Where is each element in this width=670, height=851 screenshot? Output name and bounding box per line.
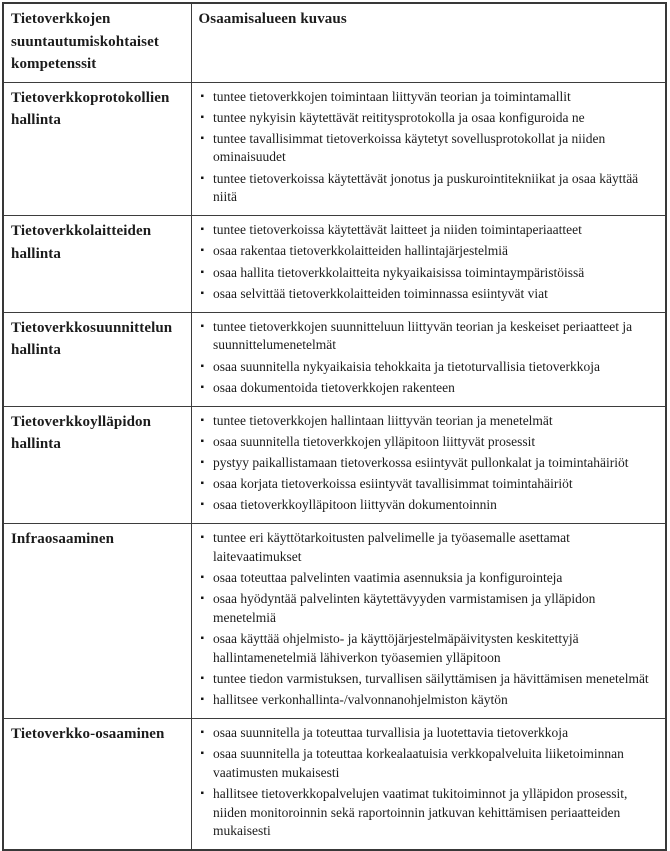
square-bullet-icon: ▪ <box>200 693 205 705</box>
description-item-text: osaa dokumentoida tietoverkkojen rakenteen <box>213 379 455 395</box>
table-header <box>3 3 666 82</box>
description-item <box>201 529 658 566</box>
competence-description <box>191 312 666 406</box>
description-item-text: osaa rakentaa tietoverkkolaitteiden hallintajärjestelmiä <box>213 243 509 259</box>
description-list <box>201 412 658 515</box>
description-item <box>201 379 658 398</box>
description-item <box>201 691 658 710</box>
description-item <box>201 785 658 841</box>
square-bullet-icon: ▪ <box>200 633 205 644</box>
square-bullet-icon: ▪ <box>200 111 205 123</box>
table-row <box>3 406 666 524</box>
description-item-text: osaa hyödyntää palvelinten käytettävyyden varmistamisen ja ylläpidon menetelmiä <box>213 591 596 625</box>
square-bullet-icon: ▪ <box>200 499 205 511</box>
description-item-text: osaa suunnitella ja toteuttaa turvallisia ja luotettavia tietoverkkoja <box>213 725 569 740</box>
description-item <box>201 318 658 355</box>
competence-name: Tietoverkkolaitteiden hallinta <box>3 216 191 313</box>
competence-description <box>191 719 666 851</box>
description-item-text: hallitsee verkonhallinta-/valvonnanohjelmiston käytön <box>213 691 508 707</box>
description-item <box>201 264 658 283</box>
square-bullet-icon: ▪ <box>200 90 205 102</box>
square-bullet-icon: ▪ <box>200 414 205 426</box>
description-list <box>201 724 658 841</box>
competence-name: Tietoverkkosuunnittelun hallinta <box>3 312 191 406</box>
description-item <box>201 412 658 431</box>
square-bullet-icon: ▪ <box>200 132 205 144</box>
description-item <box>201 496 658 515</box>
description-item <box>201 358 658 377</box>
description-item <box>201 454 658 473</box>
square-bullet-icon: ▪ <box>200 532 205 544</box>
header-competence-column: Tietoverkkojen suuntautumiskohtaiset kompetenssit <box>3 3 191 82</box>
competence-description <box>191 406 666 524</box>
square-bullet-icon: ▪ <box>200 172 205 184</box>
description-item <box>201 285 658 304</box>
description-list <box>201 529 658 709</box>
square-bullet-icon: ▪ <box>200 266 205 278</box>
description-list <box>201 88 658 207</box>
description-item-text: hallitsee tietoverkkopalvelujen vaatimat tukitoiminnot ja ylläpidon prosessit, niiden monitoroinnin sekä raportoinnin jatkuvan kehittämisen periaatteiden mukaisesti <box>213 785 628 839</box>
square-bullet-icon: ▪ <box>200 381 205 393</box>
description-item <box>201 670 658 689</box>
description-item-text: tuntee nykyisin käytettävät reititysprotokolla ja osaa konfiguroida ne <box>213 109 585 125</box>
square-bullet-icon: ▪ <box>200 672 205 684</box>
competence-name: Infraosaaminen <box>3 524 191 719</box>
description-item-text: tuntee eri käyttötarkoitusten palvelimelle ja työasemalle asettamat laitevaatimukset <box>213 530 570 564</box>
description-item <box>201 130 658 167</box>
description-item <box>201 88 658 107</box>
description-item-text: osaa suunnitella tietoverkkojen ylläpitoon liittyvät prosessit <box>213 433 536 449</box>
description-item-text: osaa hallita tietoverkkolaitteita nykyaikaisissa toimintaympäristöissä <box>213 264 585 280</box>
competency-rows <box>3 82 666 850</box>
description-item-text: osaa toteuttaa palvelinten vaatimia asennuksia ja konfigurointeja <box>213 570 563 586</box>
square-bullet-icon: ▪ <box>200 224 205 236</box>
description-item-text: osaa tietoverkkoylläpitoon liittyvän dokumentoinnin <box>213 497 497 513</box>
description-list <box>201 318 658 398</box>
description-item-text: pystyy paikallistamaan tietoverkossa esiintyvät pullonkalat ja toimintahäiriöt <box>213 455 629 470</box>
description-item-text: tuntee tietoverkoissa käytettävät jonotus ja puskurointitekniikat ja osaa käyttää niitä <box>213 170 639 205</box>
competency-table <box>2 2 667 851</box>
square-bullet-icon: ▪ <box>200 435 205 447</box>
description-item-text: tuntee tietoverkoissa käytettävät laitteet ja niiden toimintaperiaatteet <box>213 222 582 238</box>
description-item-text: tuntee tiedon varmistuksen, turvallisen säilyttämisen ja hävittämisen menetelmät <box>213 670 649 686</box>
description-item <box>201 590 658 627</box>
square-bullet-icon: ▪ <box>200 457 205 468</box>
square-bullet-icon: ▪ <box>200 787 205 799</box>
competence-name: Tietoverkkoprotokollien hallinta <box>3 82 191 216</box>
description-item-text: osaa korjata tietoverkoissa esiintyvät tavallisimmat toimintahäiriöt <box>213 476 573 492</box>
description-item-text: osaa suunnitella ja toteuttaa korkealaatuisia verkkopalveluita liiketoiminnan vaatimusten mukaisesti <box>213 746 624 780</box>
square-bullet-icon: ▪ <box>200 727 205 738</box>
square-bullet-icon: ▪ <box>200 245 205 257</box>
competence-name: Tietoverkkoylläpidon hallinta <box>3 406 191 524</box>
description-item <box>201 221 658 240</box>
description-item <box>201 475 658 494</box>
description-item-text: tuntee tietoverkkojen toimintaan liittyvän teorian ja toimintamallit <box>213 88 571 104</box>
competence-description <box>191 524 666 719</box>
table-row <box>3 216 666 313</box>
table-row <box>3 524 666 719</box>
description-list <box>201 221 658 303</box>
description-item-text: osaa käyttää ohjelmisto- ja käyttöjärjestelmäpäivitysten keskitettyjä hallintamenetelmiä lähiverkon työasemien ylläpitoon <box>213 631 579 665</box>
square-bullet-icon: ▪ <box>200 748 205 760</box>
description-item-text: tuntee tietoverkkojen hallintaan liittyvän teorian ja menetelmät <box>213 412 553 428</box>
table-row <box>3 82 666 216</box>
description-item <box>201 569 658 588</box>
square-bullet-icon: ▪ <box>200 572 205 584</box>
square-bullet-icon: ▪ <box>200 287 205 299</box>
square-bullet-icon: ▪ <box>200 478 205 490</box>
square-bullet-icon: ▪ <box>200 360 205 372</box>
description-item <box>201 242 658 261</box>
description-item <box>201 630 658 667</box>
description-item <box>201 433 658 452</box>
description-item <box>201 724 658 743</box>
square-bullet-icon: ▪ <box>200 593 205 605</box>
competence-description <box>191 82 666 216</box>
description-item-text: tuntee tietoverkkojen suunnitteluun liittyvän teorian ja keskeiset periaatteet ja suunnittelumenetelmät <box>213 318 633 353</box>
table-row <box>3 312 666 406</box>
description-item-text: osaa selvittää tietoverkkolaitteiden toiminnassa esiintyvät viat <box>213 285 548 301</box>
description-item <box>201 745 658 782</box>
header-description-column: Osaamisalueen kuvaus <box>191 3 666 82</box>
description-item-text: osaa suunnitella nykyaikaisia tehokkaita ja tietoturvallisia tietoverkkoja <box>213 358 600 374</box>
square-bullet-icon: ▪ <box>200 320 205 332</box>
competence-name: Tietoverkko-osaaminen <box>3 719 191 851</box>
description-item <box>201 170 658 207</box>
competence-description <box>191 216 666 313</box>
header-row <box>3 3 666 82</box>
description-item <box>201 109 658 128</box>
description-item-text: tuntee tavallisimmat tietoverkoissa käytetyt sovellusprotokollat ja niiden ominaisuudet <box>213 130 606 165</box>
table-row <box>3 719 666 851</box>
